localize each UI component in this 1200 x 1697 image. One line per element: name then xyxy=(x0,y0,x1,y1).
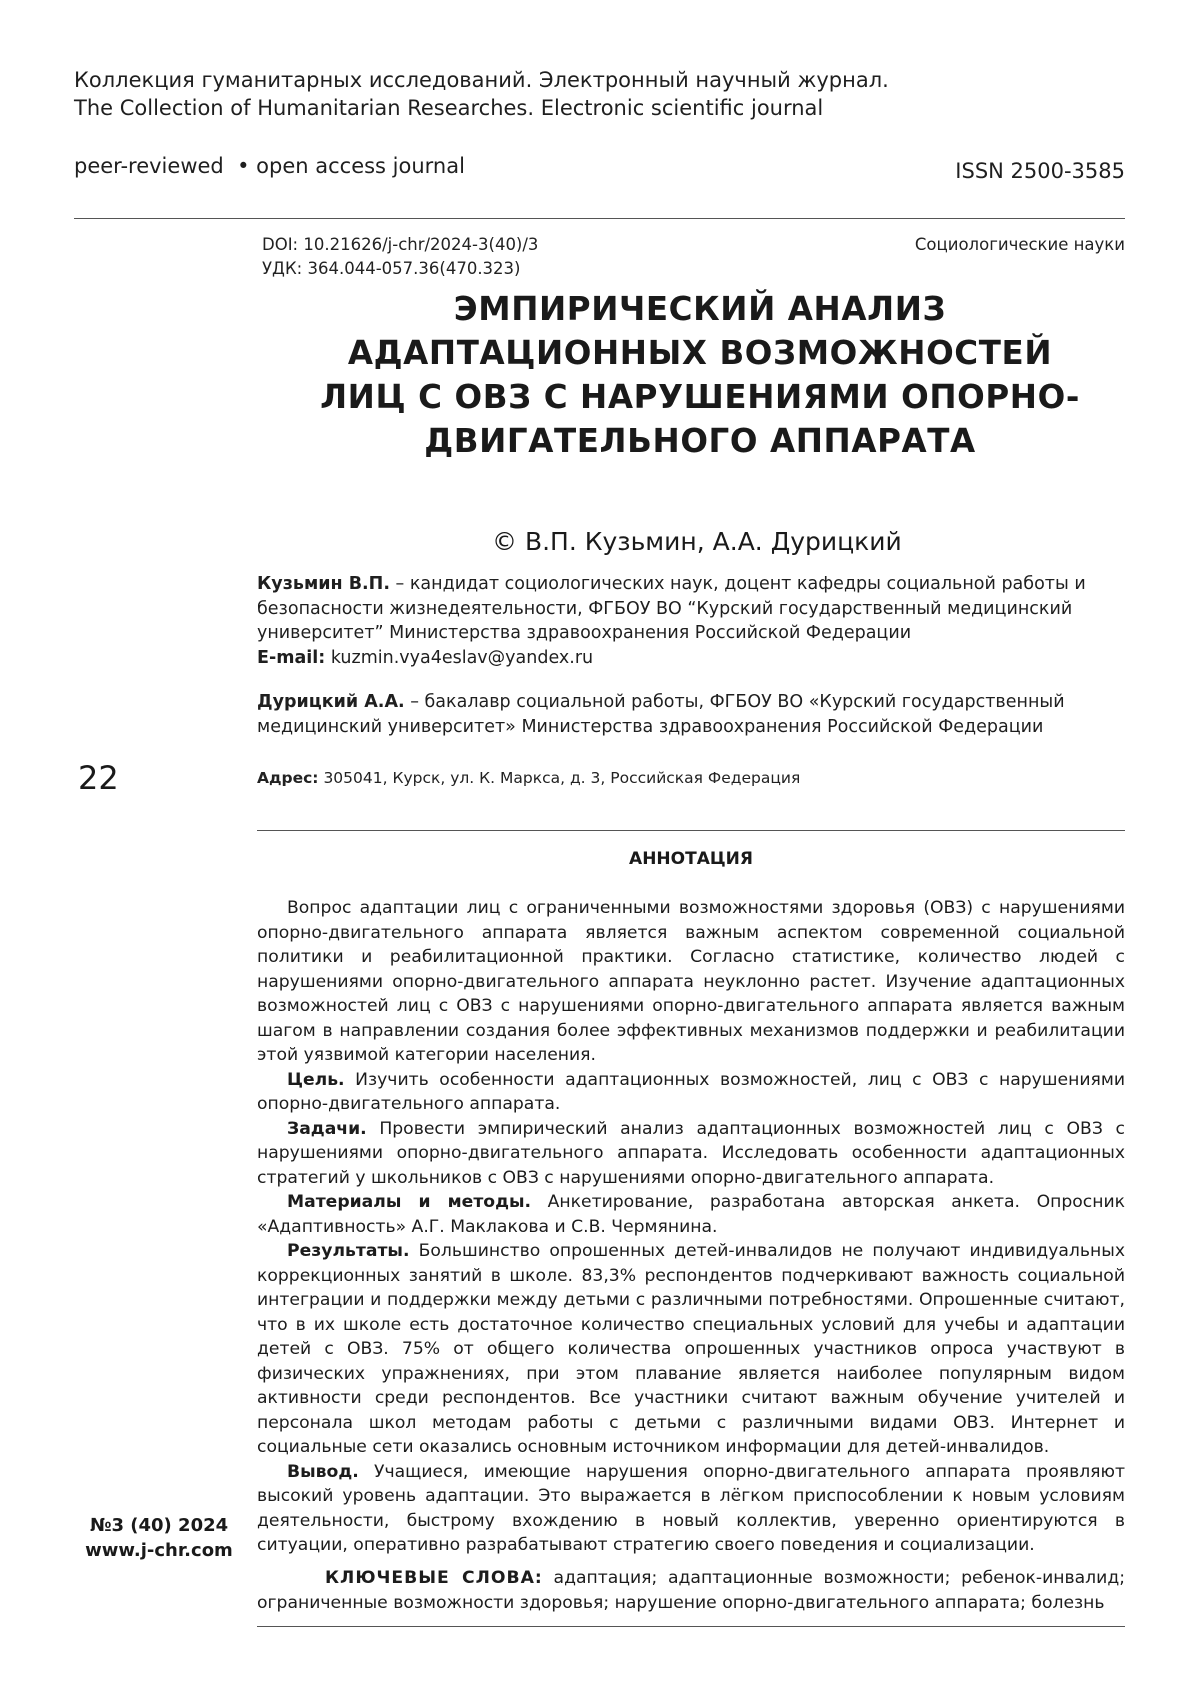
keywords-text: адаптация; адаптационные возможности; ребенок-инвалид; ограниченные возможности здоровья; нарушение опорно-двигательного аппарата; болезнь xyxy=(257,1568,1125,1613)
author1-text: – кандидат социологических наук, доцент кафедры социальной работы и безопасности жизнедеятельности, ФГБОУ ВО “Курский государственный медицинский университет” Министерства здравоохранения Российской Федерации xyxy=(257,574,1086,643)
author2-text: – бакалавр социальной работы, ФГБОУ ВО «Курский государственный медицинский университет» Министерства здравоохранения Российской Федерации xyxy=(257,692,1065,737)
journal-name-en: The Collection of Humanitarian Researches. Electronic scientific journal xyxy=(74,96,824,120)
abstract-intro: Вопрос адаптации лиц с ограниченными возможностями здоровья (ОВЗ) с нарушениями опорно-двигательного аппарата является важным аспектом современной социальной политики и реабилитационной практики. Согласно статистике, количество людей с нарушениями опорно-двигательного аппарата неуклонно растет. Изучение адаптационных возможностей лиц с ОВЗ с нарушениями опорно-двигательного аппарата является важным шагом в направлении создания более эффективных механизмов поддержки и реабилитации этой уязвимой категории населения. xyxy=(257,898,1125,1065)
issue-info xyxy=(84,1513,234,1563)
email-value: kuzmin.vya4eslav@yandex.ru xyxy=(325,647,594,668)
title-line: ДВИГАТЕЛЬНОГО АППАРАТА xyxy=(424,422,976,460)
journal-name-ru: Коллекция гуманитарных исследований. Электронный научный журнал. xyxy=(74,68,889,92)
keywords-label: КЛЮЧЕВЫЕ СЛОВА: xyxy=(325,1568,543,1588)
title-line: ЭМПИРИЧЕСКИЙ АНАЛИЗ xyxy=(453,290,947,328)
abstract-heading: АННОТАЦИЯ xyxy=(629,849,753,869)
doi: DOI: 10.21626/j-chr/2024-3(40)/3 xyxy=(262,235,539,254)
section-label: Социологические науки xyxy=(914,235,1125,254)
article-title xyxy=(250,287,1150,463)
header-divider xyxy=(74,218,1125,219)
abstract-divider-top xyxy=(257,830,1125,831)
address-label: Адрес: xyxy=(257,769,319,787)
abstract-tasks: Задачи. Провести эмпирический анализ адаптационных возможностей лиц с ОВЗ с нарушениями опорно-двигательного аппарата. Исследовать особенности адаптационных стратегий у школьников с ОВЗ с нарушениями опорно-двигательного аппарата. xyxy=(257,1118,1125,1188)
author1-name: Кузьмин В.П. xyxy=(257,574,390,594)
authors: © В.П. Кузьмин, А.А. Дурицкий xyxy=(492,527,902,556)
abstract-conclusion: Вывод. Учащиеся, имеющие нарушения опорно-двигательного аппарата проявляют высокий уровень адаптации. Это выражается в лёгком приспособлении к новым условиям деятельности, быстрому вхождению в новый коллектив, уверенно ориентируются в ситуации, оперативно разрабатывают стратегию своего поведения и социализации. xyxy=(257,1461,1125,1555)
abstract-results: Результаты. Большинство опрошенных детей-инвалидов не получают индивидуальных коррекционных занятий в школе. 83,3% респондентов подчеркивают важность социальной интеграции и поддержки между детьми с различными потребностями. Опрошенные считают, что в их школе есть достаточное количество специальных условий для учебы и адаптации детей с ОВЗ. 75% от общего количества опрошенных участников опроса участвуют в физических упражнениях, при этом плавание является наиболее популярным видом активности среди респондентов. Все участники считают важным обучение учителей и персонала школ методам работы с детьми с различными видами ОВЗ. Интернет и социальные сети оказались основным источником информации для детей-инвалидов. xyxy=(257,1241,1125,1457)
results-label: Результаты. xyxy=(287,1241,410,1261)
abstract-body xyxy=(257,896,1125,1558)
author1-affiliation xyxy=(257,572,1125,670)
title-line: АДАПТАЦИОННЫХ ВОЗМОЖНОСТЕЙ xyxy=(347,334,1053,372)
page-number: 22 xyxy=(78,759,119,797)
keywords xyxy=(257,1566,1125,1615)
goal-label: Цель. xyxy=(287,1069,345,1090)
issn: ISSN 2500-3585 xyxy=(955,159,1125,183)
email-label: E-mail: xyxy=(257,647,326,668)
author2-name: Дурицкий А.А. xyxy=(257,692,405,712)
abstract-methods: Материалы и методы. Анкетирование, разработана авторская анкета. Опросник «Адаптивность» А.Г. Маклакова и С.В. Чермянина. xyxy=(257,1192,1125,1237)
journal-site: www.j-chr.com xyxy=(85,1540,233,1561)
keywords-divider-bottom xyxy=(257,1626,1125,1627)
journal-tagline: peer-reviewed • open access journal xyxy=(74,154,465,178)
address xyxy=(257,767,800,789)
issue-number: №3 (40) 2024 xyxy=(89,1515,229,1536)
tasks-label: Задачи. xyxy=(287,1118,367,1139)
udk: УДК: 364.044-057.36(470.323) xyxy=(262,259,521,278)
abstract-goal: Цель. Изучить особенности адаптационных возможностей, лиц с ОВЗ с нарушениями опорно-двигательного аппарата. xyxy=(257,1069,1125,1114)
author2-affiliation xyxy=(257,690,1125,739)
methods-label: Материалы и методы. xyxy=(287,1192,532,1212)
address-value: 305041, Курск, ул. К. Маркса, д. 3, Российская Федерация xyxy=(318,769,801,787)
title-line: ЛИЦ С ОВЗ С НАРУШЕНИЯМИ ОПОРНО- xyxy=(320,378,1080,416)
conclusion-label: Вывод. xyxy=(287,1461,359,1482)
